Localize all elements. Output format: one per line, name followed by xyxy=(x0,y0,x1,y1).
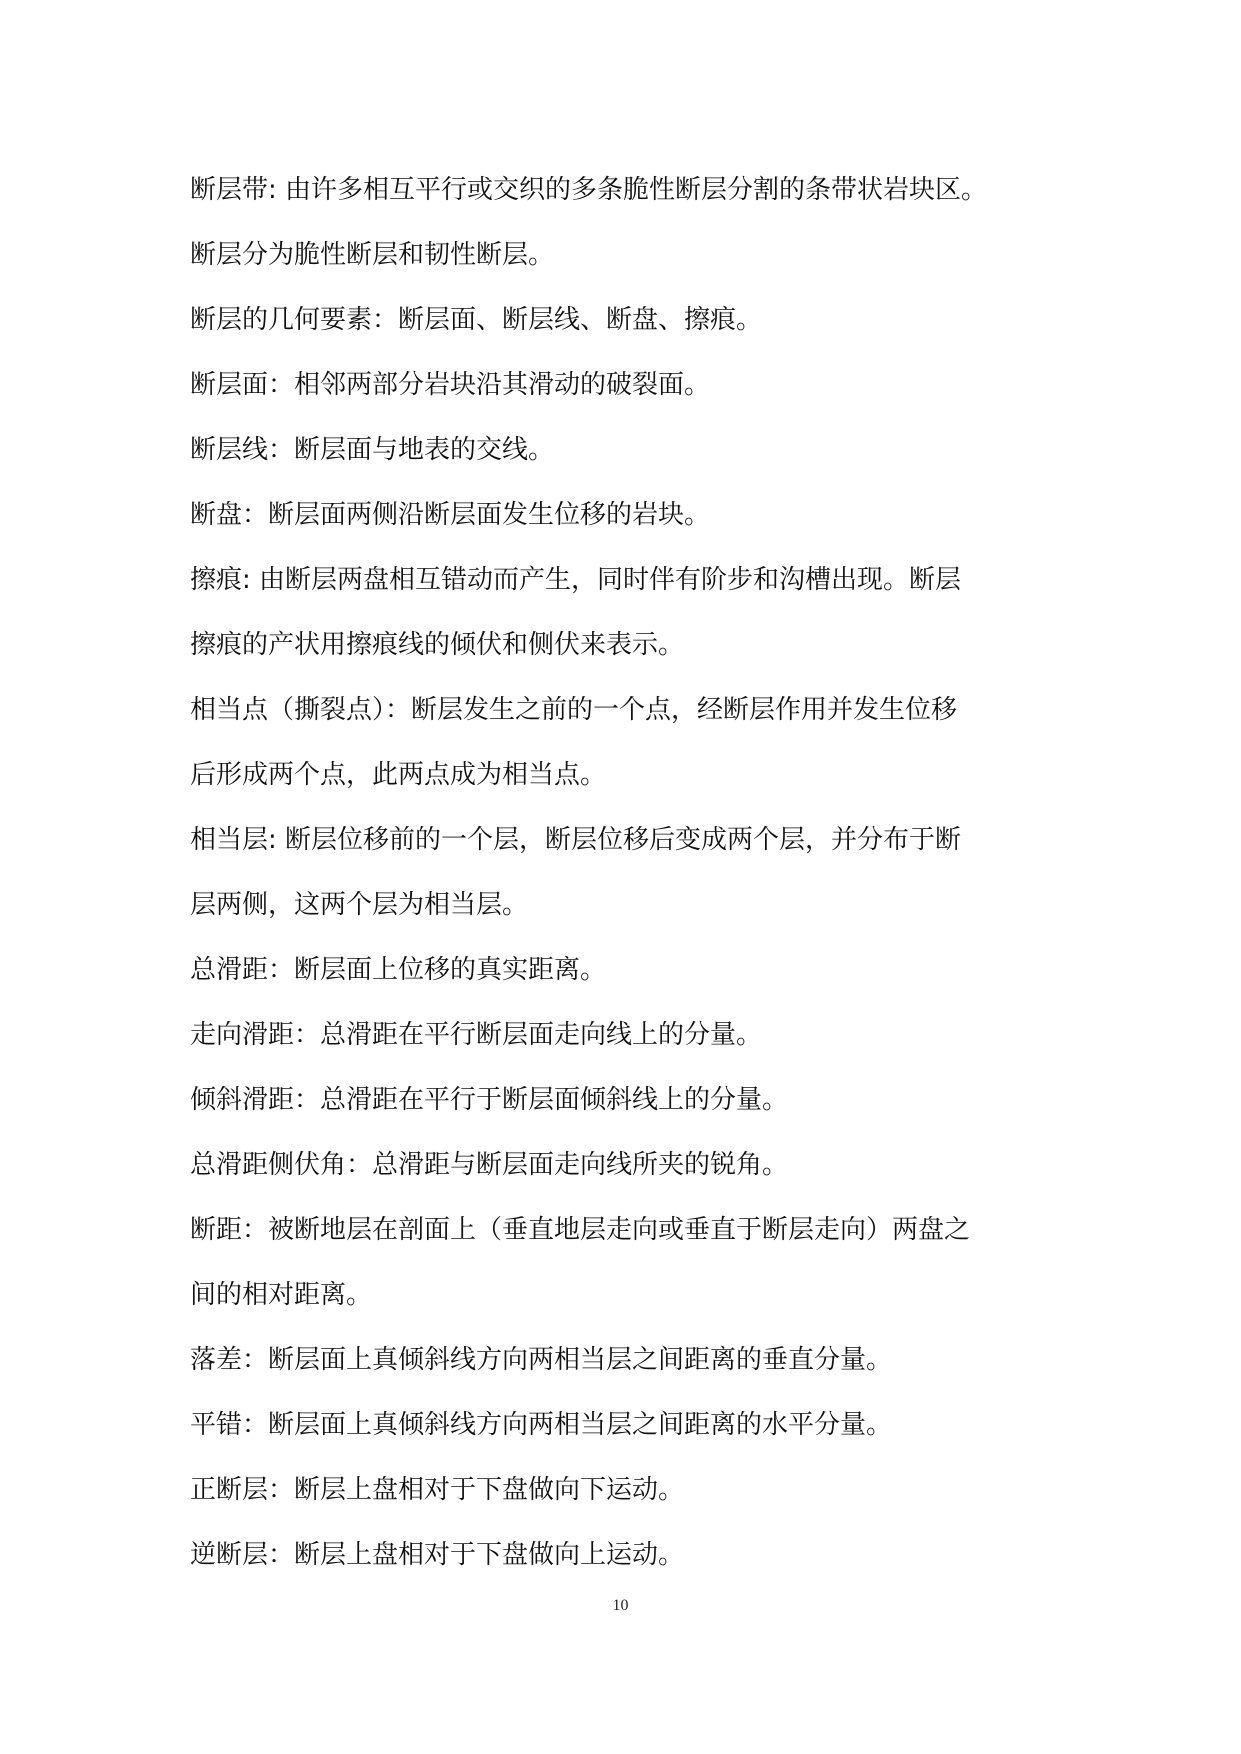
text-line: 总滑距：断层面上位移的真实距离。 xyxy=(190,955,607,985)
document-body xyxy=(190,158,1070,1588)
text-line: 断层线：断层面与地表的交线。 xyxy=(190,435,555,465)
text-line: 走向滑距：总滑距在平行断层面走向线上的分量。 xyxy=(190,1020,763,1050)
text-line: 倾斜滑距：总滑距在平行于断层面倾斜线上的分量。 xyxy=(190,1085,789,1115)
text-line: 层两侧，这两个层为相当层。 xyxy=(190,890,529,920)
text-line: 相当点（撕裂点）：断层发生之前的一个点，经断层作用并发生位移 xyxy=(190,695,958,725)
text-line: 平错：断层面上真倾斜线方向两相当层之间距离的水平分量。 xyxy=(190,1410,893,1440)
text-line: 断距：被断地层在剖面上（垂直地层走向或垂直于断层走向）两盘之 xyxy=(190,1215,971,1245)
text-line: 相当层: 断层位移前的一个层，断层位移后变成两个层，并分布于断 xyxy=(190,825,962,855)
text-line: 断层面：相邻两部分岩块沿其滑动的破裂面。 xyxy=(190,370,711,400)
page-number: 10 xyxy=(612,1597,629,1614)
text-line: 断层的几何要素：断层面、断层线、断盘、擦痕。 xyxy=(190,305,763,335)
text-line: 断层带: 由许多相互平行或交织的多条脆性断层分割的条带状岩块区。 xyxy=(190,175,988,205)
text-line: 擦痕: 由断层两盘相互错动而产生，同时伴有阶步和沟槽出现。断层 xyxy=(190,565,962,595)
text-line: 正断层：断层上盘相对于下盘做向下运动。 xyxy=(190,1475,685,1505)
text-line: 擦痕的产状用擦痕线的倾伏和侧伏来表示。 xyxy=(190,630,685,660)
text-line: 逆断层：断层上盘相对于下盘做向上运动。 xyxy=(190,1540,685,1570)
text-line: 间的相对距离。 xyxy=(190,1280,373,1310)
text-line: 断盘：断层面两侧沿断层面发生位移的岩块。 xyxy=(190,500,711,530)
text-line: 总滑距侧伏角：总滑距与断层面走向线所夹的锐角。 xyxy=(190,1150,789,1180)
text-line: 断层分为脆性断层和韧性断层。 xyxy=(190,240,555,270)
text-line: 后形成两个点，此两点成为相当点。 xyxy=(190,760,607,790)
text-line: 落差：断层面上真倾斜线方向两相当层之间距离的垂直分量。 xyxy=(190,1345,893,1375)
